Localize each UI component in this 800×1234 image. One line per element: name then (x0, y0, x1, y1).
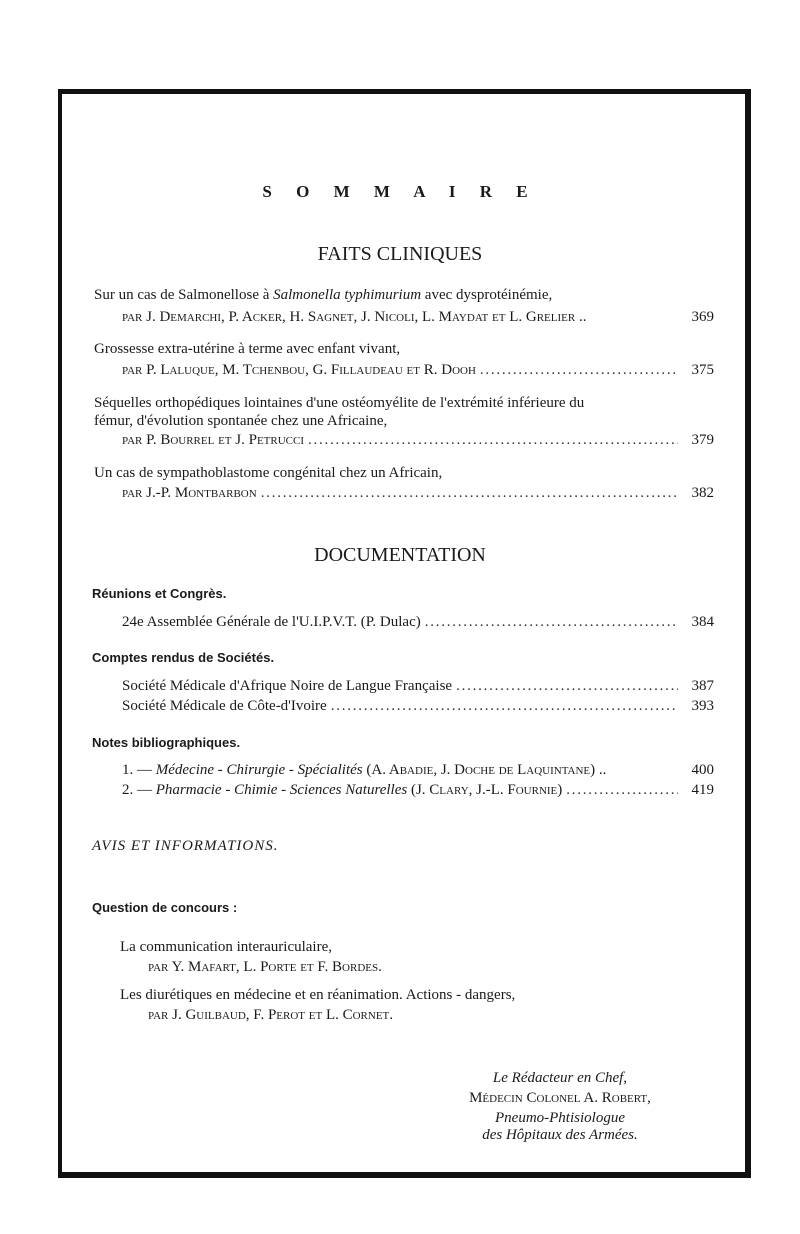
entry-3-authors: par P. Bourrel et J. Petrucci . . . 379 (122, 431, 714, 449)
section-heading-documentation: DOCUMENTATION (314, 544, 486, 566)
note-entry-1-page: 400 (691, 762, 714, 778)
entry-3-title-line-1: Séquelles orthopédiques lointaines d'une ostéomyélite de l'extrémité inférieure du (94, 395, 585, 411)
concours-item-2-title: Les diurétiques en médecine et en réanimation. Actions - dangers, (120, 987, 516, 1003)
signature-line-2: Médecin Colonel A. Robert, (469, 1090, 651, 1106)
signature-line-1: Le Rédacteur en Chef, (492, 1070, 628, 1086)
note-entry-2-page: 419 (691, 782, 714, 798)
entry-3-page: 379 (691, 432, 714, 448)
concours-item-2-authors: par J. Guilbaud, F. Perot et L. Cornet. (148, 1007, 394, 1023)
reunion-entry-1: 24e Assemblée Générale de l'U.I.P.V.T. (P. Dulac) . . . 384 (122, 613, 714, 631)
entry-4-page: 382 (691, 485, 714, 501)
entry-2-title: Grossesse extra-utérine à terme avec enfant vivant, (94, 341, 401, 357)
compte-entry-1: Société Médicale d'Afrique Noire de Langue Française . . . 387 (122, 677, 714, 695)
reunion-entry-1-page: 384 (691, 614, 714, 630)
compte-entry-2-page: 393 (691, 698, 714, 714)
concours-heading: Question de concours : (92, 900, 238, 915)
compte-entry-2: Société Médicale de Côte-d'Ivoire . . . 393 (122, 697, 714, 715)
concours-item-1-authors: par Y. Mafart, L. Porte et F. Bordes. (148, 959, 382, 975)
signature-line-4: des Hôpitaux des Armées. (482, 1127, 638, 1143)
signature-line-3: Pneumo-Phtisiologue (495, 1110, 625, 1126)
entry-4-title: Un cas de sympathoblastome congénital chez un Africain, (94, 465, 443, 481)
compte-entry-1-page: 387 (691, 678, 714, 694)
entry-2-authors: par P. Laluque, M. Tchenbou, G. Fillaudeau et R. Dooh . . . 375 (122, 361, 714, 379)
entry-4-authors: par J.-P. Montbarbon . . . 382 (122, 484, 714, 502)
entry-1-title: Sur un cas de Salmonellose à Salmonella typhimurium avec dysprotéinémie, (94, 287, 553, 303)
entry-1-authors: par J. Demarchi, P. Acker, H. Sagnet, J. Nicoli, L. Maydat et L. Grelier .. 369 (122, 309, 714, 325)
note-entry-2: 2. — Pharmacie - Chimie - Sciences Naturelles (J. Clary, J.-L. Fournie) . . . 419 (122, 781, 714, 799)
subheading-comptes-rendus: Comptes rendus de Sociétés. (92, 650, 275, 665)
entry-2-page: 375 (691, 362, 714, 378)
note-entry-1: 1. — Médecine - Chirurgie - Spécialités (A. Abadie, J. Doche de Laquintane) .. 400 (122, 762, 714, 778)
page-title: S O M M A I R E (262, 182, 538, 201)
section-heading-faits-cliniques: FAITS CLINIQUES (317, 243, 483, 265)
subheading-notes-bibliographiques: Notes bibliographiques. (92, 735, 241, 750)
avis-heading: AVIS ET INFORMATIONS. (92, 838, 279, 854)
concours-item-1-title: La communication interauriculaire, (120, 939, 332, 955)
subheading-reunions: Réunions et Congrès. (92, 586, 227, 601)
entry-1-page: 369 (691, 309, 714, 325)
entry-3-title-line-2: fémur, d'évolution spontanée chez une Africaine, (94, 413, 388, 429)
